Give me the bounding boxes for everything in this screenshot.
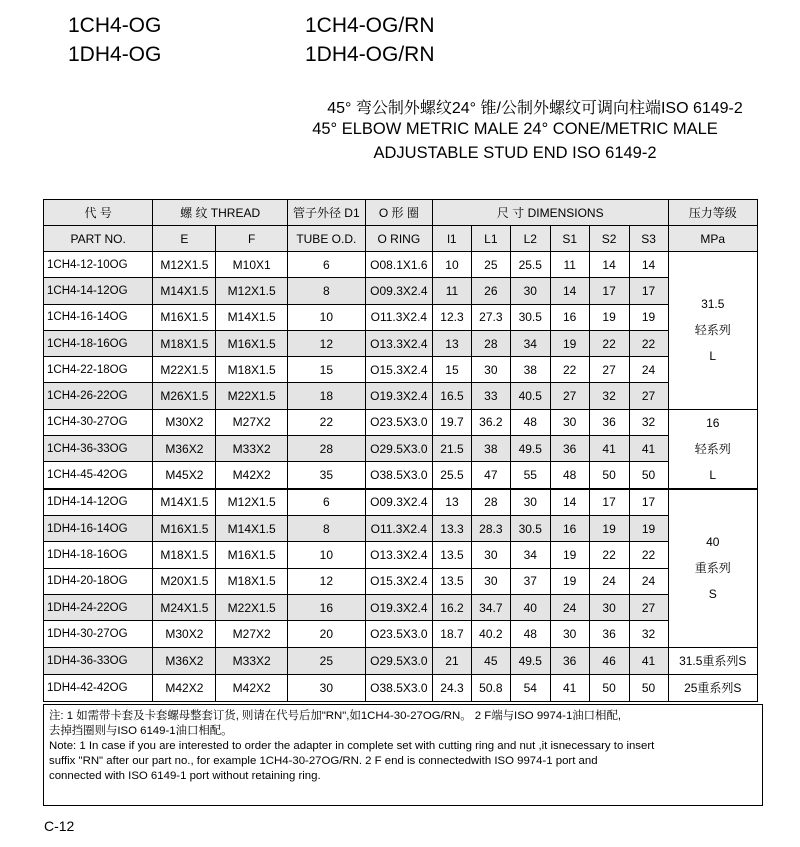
cell-thread-e: M26X1.5	[153, 383, 216, 409]
pressure-line: L	[709, 349, 717, 364]
cell-tube-od: 25	[287, 647, 365, 674]
cell-thread-e: M30X2	[153, 621, 216, 647]
pressure-line: S	[708, 587, 717, 602]
notes-box	[43, 704, 763, 806]
cell-part-no: 1CH4-16-14OG	[44, 304, 153, 330]
cell-L2: 34	[510, 330, 550, 356]
cell-thread-f: M33X2	[216, 647, 288, 674]
note-en-line-1: Note: 1 In case if you are interested to order the adapter in complete set with cutting ring and nut ,it isnecessary to insert	[49, 740, 655, 752]
pressure-line: 重系列	[694, 561, 731, 576]
cell-thread-f: M42X2	[216, 674, 288, 701]
cell-L2: 54	[510, 674, 550, 701]
cell-tube-od: 6	[287, 252, 365, 278]
pressure-line: 31.5	[701, 297, 725, 312]
cell-part-no: 1DH4-16-14OG	[44, 516, 153, 542]
cell-L2: 40.5	[510, 383, 550, 409]
cell-thread-f: M16X1.5	[216, 542, 288, 568]
cell-thread-f: M14X1.5	[216, 304, 288, 330]
cell-o-ring: O08.1X1.6	[365, 252, 432, 278]
cell-L1: 30	[471, 568, 510, 594]
cell-S2: 50	[589, 674, 629, 701]
note-en-line-3: connected with ISO 6149-1 port without retaining ring.	[49, 770, 321, 782]
cell-o-ring: O23.5X3.0	[365, 621, 432, 647]
cell-S3: 14	[629, 252, 668, 278]
cell-S1: 30	[550, 621, 589, 647]
cell-thread-e: M36X2	[153, 647, 216, 674]
cell-part-no: 1CH4-26-22OG	[44, 383, 153, 409]
cell-tube-od: 22	[287, 409, 365, 435]
cell-tube-od: 20	[287, 621, 365, 647]
cell-thread-e: M20X1.5	[153, 568, 216, 594]
cell-thread-f: M18X1.5	[216, 357, 288, 383]
cell-part-no: 1CH4-22-18OG	[44, 357, 153, 383]
cell-L2: 30.5	[510, 516, 550, 542]
cell-S1: 36	[550, 436, 589, 462]
cell-S3: 32	[629, 621, 668, 647]
cell-L1: 40.2	[471, 621, 510, 647]
cell-S3: 22	[629, 542, 668, 568]
cell-thread-e: M42X2	[153, 674, 216, 701]
cell-o-ring: O19.3X2.4	[365, 594, 432, 620]
cell-S1: 19	[550, 542, 589, 568]
cell-o-ring: O13.3X2.4	[365, 330, 432, 356]
cell-L2: 37	[510, 568, 550, 594]
table-row	[44, 304, 758, 330]
cell-tube-od: 12	[287, 330, 365, 356]
cell-S2: 36	[589, 621, 629, 647]
table-header-row-2	[44, 226, 758, 252]
header-dimensions: 尺 寸 DIMENSIONS	[433, 200, 669, 226]
cell-S1: 27	[550, 383, 589, 409]
cell-part-no: 1DH4-20-18OG	[44, 568, 153, 594]
cell-L2: 34	[510, 542, 550, 568]
title-english-line1: 45° ELBOW METRIC MALE 24° CONE/METRIC MALE	[312, 120, 718, 138]
pressure-group-4	[668, 647, 757, 674]
cell-L1: 45	[471, 647, 510, 674]
pressure-group-5	[668, 674, 757, 701]
cell-thread-f: M10X1	[216, 252, 288, 278]
table-row	[44, 252, 758, 278]
cell-part-no: 1CH4-18-16OG	[44, 330, 153, 356]
cell-tube-od: 8	[287, 516, 365, 542]
cell-L2: 38	[510, 357, 550, 383]
cell-tube-od: 18	[287, 383, 365, 409]
header-S2: S2	[589, 226, 629, 252]
cell-l1-small: 18.7	[433, 621, 472, 647]
cell-thread-f: M12X1.5	[216, 278, 288, 304]
cell-o-ring: O11.3X2.4	[365, 304, 432, 330]
cell-tube-od: 35	[287, 462, 365, 489]
header-e: E	[153, 226, 216, 252]
cell-L1: 36.2	[471, 409, 510, 435]
cell-S2: 30	[589, 594, 629, 620]
table-row	[44, 383, 758, 409]
cell-l1-small: 11	[433, 278, 472, 304]
cell-S3: 17	[629, 489, 668, 516]
cell-o-ring: O19.3X2.4	[365, 383, 432, 409]
cell-thread-e: M12X1.5	[153, 252, 216, 278]
pressure-line: 轻系列	[694, 323, 731, 338]
cell-S2: 32	[589, 383, 629, 409]
table-row	[44, 330, 758, 356]
header-L1: L1	[471, 226, 510, 252]
cell-S3: 32	[629, 409, 668, 435]
cell-tube-od: 30	[287, 674, 365, 701]
cell-thread-e: M30X2	[153, 409, 216, 435]
header-l1-small: l1	[433, 226, 472, 252]
cell-L1: 28	[471, 489, 510, 516]
cell-thread-f: M14X1.5	[216, 516, 288, 542]
cell-S3: 19	[629, 516, 668, 542]
cell-o-ring: O29.5X3.0	[365, 436, 432, 462]
cell-L2: 48	[510, 621, 550, 647]
cell-l1-small: 13.5	[433, 542, 472, 568]
cell-L2: 48	[510, 409, 550, 435]
table-row	[44, 568, 758, 594]
table-row	[44, 278, 758, 304]
cell-S1: 22	[550, 357, 589, 383]
header-part-no: PART NO.	[44, 226, 153, 252]
cell-thread-f: M12X1.5	[216, 489, 288, 516]
header-tube-cn: 管子外径 D1	[287, 200, 365, 226]
cell-L1: 34.7	[471, 594, 510, 620]
table-row	[44, 594, 758, 620]
part-series-1dh4-og-rn: 1DH4-OG/RN	[305, 43, 435, 66]
pressure-line: 16	[706, 415, 720, 430]
cell-thread-f: M16X1.5	[216, 330, 288, 356]
cell-L2: 30	[510, 278, 550, 304]
part-series-1dh4-og: 1DH4-OG	[68, 43, 162, 66]
cell-part-no: 1DH4-30-27OG	[44, 621, 153, 647]
cell-S3: 17	[629, 278, 668, 304]
cell-S3: 27	[629, 383, 668, 409]
cell-S2: 17	[589, 489, 629, 516]
header-L2: L2	[510, 226, 550, 252]
cell-L2: 40	[510, 594, 550, 620]
header-S1: S1	[550, 226, 589, 252]
cell-L1: 27.3	[471, 304, 510, 330]
cell-tube-od: 12	[287, 568, 365, 594]
cell-l1-small: 25.5	[433, 462, 472, 489]
part-series-1ch4-og: 1CH4-OG	[68, 14, 162, 37]
cell-thread-f: M42X2	[216, 462, 288, 489]
cell-l1-small: 24.3	[433, 674, 472, 701]
cell-S3: 41	[629, 436, 668, 462]
cell-S2: 36	[589, 409, 629, 435]
cell-thread-e: M14X1.5	[153, 278, 216, 304]
table-row	[44, 647, 758, 674]
cell-thread-e: M36X2	[153, 436, 216, 462]
cell-L2: 49.5	[510, 647, 550, 674]
table-row	[44, 516, 758, 542]
cell-o-ring: O09.3X2.4	[365, 489, 432, 516]
cell-o-ring: O15.3X2.4	[365, 357, 432, 383]
cell-tube-od: 6	[287, 489, 365, 516]
cell-L2: 49.5	[510, 436, 550, 462]
cell-l1-small: 13.3	[433, 516, 472, 542]
cell-S2: 50	[589, 462, 629, 489]
cell-thread-e: M45X2	[153, 462, 216, 489]
cell-l1-small: 16.2	[433, 594, 472, 620]
cell-L2: 30	[510, 489, 550, 516]
cell-L1: 25	[471, 252, 510, 278]
cell-S2: 46	[589, 647, 629, 674]
cell-S3: 50	[629, 462, 668, 489]
cell-o-ring: O15.3X2.4	[365, 568, 432, 594]
cell-S1: 14	[550, 278, 589, 304]
cell-S1: 16	[550, 516, 589, 542]
table-row	[44, 436, 758, 462]
cell-l1-small: 19.7	[433, 409, 472, 435]
cell-S2: 14	[589, 252, 629, 278]
cell-l1-small: 21.5	[433, 436, 472, 462]
cell-l1-small: 12.3	[433, 304, 472, 330]
cell-S3: 50	[629, 674, 668, 701]
header-pressure-cn: 压力等级	[668, 200, 757, 226]
cell-L1: 28	[471, 330, 510, 356]
pressure-line: 40	[706, 535, 720, 550]
table-row	[44, 357, 758, 383]
header-tube-od: TUBE O.D.	[287, 226, 365, 252]
cell-part-no: 1DH4-42-42OG	[44, 674, 153, 701]
cell-l1-small: 13	[433, 489, 472, 516]
pressure-line: L	[709, 467, 717, 482]
cell-L2: 25.5	[510, 252, 550, 278]
header-f: F	[216, 226, 288, 252]
cell-S2: 41	[589, 436, 629, 462]
header-mpa: MPa	[668, 226, 757, 252]
cell-S2: 19	[589, 304, 629, 330]
cell-S2: 22	[589, 542, 629, 568]
cell-part-no: 1DH4-18-16OG	[44, 542, 153, 568]
cell-part-no: 1DH4-24-22OG	[44, 594, 153, 620]
cell-tube-od: 10	[287, 542, 365, 568]
cell-S1: 36	[550, 647, 589, 674]
cell-S1: 14	[550, 489, 589, 516]
cell-S2: 24	[589, 568, 629, 594]
cell-l1-small: 13	[433, 330, 472, 356]
cell-L2: 30.5	[510, 304, 550, 330]
cell-L1: 30	[471, 357, 510, 383]
cell-S3: 19	[629, 304, 668, 330]
cell-S3: 22	[629, 330, 668, 356]
cell-o-ring: O38.5X3.0	[365, 674, 432, 701]
cell-L1: 50.8	[471, 674, 510, 701]
cell-L1: 26	[471, 278, 510, 304]
pressure-group-2	[668, 409, 757, 489]
cell-S1: 16	[550, 304, 589, 330]
dimensions-table	[43, 199, 758, 702]
cell-o-ring: O38.5X3.0	[365, 462, 432, 489]
cell-S1: 41	[550, 674, 589, 701]
cell-S2: 17	[589, 278, 629, 304]
cell-thread-e: M18X1.5	[153, 542, 216, 568]
cell-part-no: 1CH4-30-27OG	[44, 409, 153, 435]
table-header-row-1	[44, 200, 758, 226]
cell-tube-od: 28	[287, 436, 365, 462]
cell-thread-f: M22X1.5	[216, 383, 288, 409]
table-row	[44, 409, 758, 435]
cell-thread-f: M18X1.5	[216, 568, 288, 594]
cell-S1: 19	[550, 330, 589, 356]
header-oring-cn: O 形 圈	[365, 200, 432, 226]
cell-L1: 47	[471, 462, 510, 489]
cell-S2: 27	[589, 357, 629, 383]
note-cn-line-2: 去掉挡圈则与ISO 6149-1油口相配。	[49, 725, 233, 737]
pressure-group-1	[668, 252, 757, 410]
note-en-line-2: suffix "RN" after our part no., for example 1CH4-30-27OG/RN. 2 F end is connectedwith ISO 9974-1 port and	[49, 755, 598, 767]
cell-S1: 48	[550, 462, 589, 489]
cell-S1: 30	[550, 409, 589, 435]
cell-thread-f: M33X2	[216, 436, 288, 462]
note-cn-line-1: 注: 1 如需带卡套及卡套螺母整套订货, 则请在代号后加"RN",如1CH4-30-27OG/RN。 2 F端与ISO 9974-1油口相配,	[49, 710, 622, 722]
cell-S3: 24	[629, 357, 668, 383]
pressure-line: 31.5重系列S	[679, 653, 747, 668]
cell-l1-small: 21	[433, 647, 472, 674]
cell-thread-f: M22X1.5	[216, 594, 288, 620]
cell-o-ring: O29.5X3.0	[365, 647, 432, 674]
cell-thread-e: M24X1.5	[153, 594, 216, 620]
cell-thread-e: M18X1.5	[153, 330, 216, 356]
cell-L1: 38	[471, 436, 510, 462]
cell-part-no: 1CH4-45-42OG	[44, 462, 153, 489]
cell-l1-small: 16.5	[433, 383, 472, 409]
header-code-cn: 代 号	[44, 200, 153, 226]
cell-thread-e: M14X1.5	[153, 489, 216, 516]
cell-part-no: 1CH4-12-10OG	[44, 252, 153, 278]
table-row	[44, 542, 758, 568]
header-thread: 螺 纹 THREAD	[153, 200, 288, 226]
table-row	[44, 674, 758, 701]
cell-o-ring: O11.3X2.4	[365, 516, 432, 542]
cell-L1: 28.3	[471, 516, 510, 542]
cell-S3: 41	[629, 647, 668, 674]
cell-o-ring: O13.3X2.4	[365, 542, 432, 568]
pressure-line: 25重系列S	[684, 680, 742, 695]
table-row	[44, 621, 758, 647]
cell-thread-f: M27X2	[216, 621, 288, 647]
cell-S1: 19	[550, 568, 589, 594]
title-chinese: 45° 弯公制外螺纹24° 锥/公制外螺纹可调向柱端ISO 6149-2	[327, 100, 743, 117]
cell-L2: 55	[510, 462, 550, 489]
cell-l1-small: 15	[433, 357, 472, 383]
cell-S1: 11	[550, 252, 589, 278]
cell-S3: 27	[629, 594, 668, 620]
cell-thread-e: M16X1.5	[153, 516, 216, 542]
table-row	[44, 489, 758, 516]
cell-S1: 24	[550, 594, 589, 620]
cell-tube-od: 15	[287, 357, 365, 383]
cell-tube-od: 10	[287, 304, 365, 330]
page-number: C-12	[44, 818, 75, 834]
cell-thread-f: M27X2	[216, 409, 288, 435]
cell-o-ring: O09.3X2.4	[365, 278, 432, 304]
title-english-line2: ADJUSTABLE STUD END ISO 6149-2	[373, 144, 657, 162]
cell-l1-small: 10	[433, 252, 472, 278]
cell-part-no: 1DH4-36-33OG	[44, 647, 153, 674]
cell-tube-od: 16	[287, 594, 365, 620]
cell-tube-od: 8	[287, 278, 365, 304]
cell-L1: 30	[471, 542, 510, 568]
header-oring: O RING	[365, 226, 432, 252]
cell-S2: 22	[589, 330, 629, 356]
table-row	[44, 462, 758, 489]
pressure-group-3	[668, 489, 757, 647]
cell-o-ring: O23.5X3.0	[365, 409, 432, 435]
header-S3: S3	[629, 226, 668, 252]
cell-thread-e: M16X1.5	[153, 304, 216, 330]
cell-S2: 19	[589, 516, 629, 542]
cell-S3: 24	[629, 568, 668, 594]
cell-part-no: 1CH4-36-33OG	[44, 436, 153, 462]
part-series-1ch4-og-rn: 1CH4-OG/RN	[305, 14, 435, 37]
cell-part-no: 1CH4-14-12OG	[44, 278, 153, 304]
cell-l1-small: 13.5	[433, 568, 472, 594]
cell-part-no: 1DH4-14-12OG	[44, 489, 153, 516]
cell-L1: 33	[471, 383, 510, 409]
cell-thread-e: M22X1.5	[153, 357, 216, 383]
pressure-line: 轻系列	[694, 441, 731, 456]
